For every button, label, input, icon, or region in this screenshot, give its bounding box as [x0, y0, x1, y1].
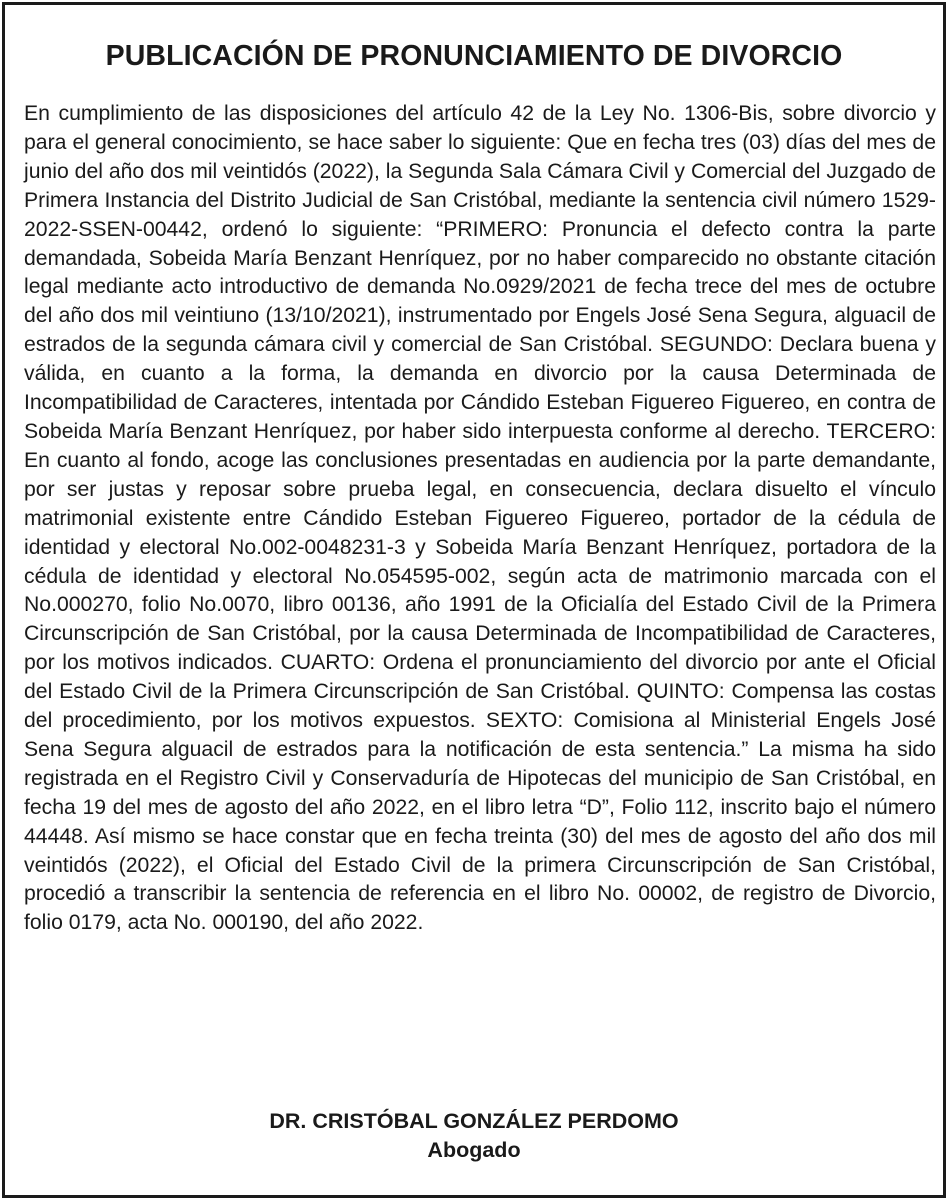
notice-title: PUBLICACIÓN DE PRONUNCIAMIENTO DE DIVORCIO	[105, 40, 843, 72]
signature-block	[5, 1107, 943, 1165]
signatory-role: Abogado	[427, 1138, 521, 1162]
legal-notice	[2, 2, 946, 1198]
signatory-name: DR. CRISTÓBAL GONZÁLEZ PERDOMO	[269, 1109, 679, 1133]
notice-body-text: En cumplimiento de las disposiciones del artículo 42 de la Ley No. 1306-Bis, sobre divorcio y para el general conocimiento, se hace saber lo siguiente: Que en fecha tres (03) días del mes de junio del año dos mil veintidós (2022), la Segunda Sala Cámara Civil y Comercial del Juzgado de Primera Instancia del Distrito Judicial de San Cristóbal, mediante la sentencia civil número 1529-2022-SSEN-00442, ordenó lo siguiente: “PRIMERO: Pronuncia el defecto contra la parte demandada, Sobeida María Benzant Henríquez, por no haber comparecido no obstante citación legal mediante acto introductivo de demanda No.0929/2021 de fecha trece del mes de octubre del año dos mil veintiuno (13/10/2021), instrumentado por Engels José Sena Segura, alguacil de estrados de la segunda cámara civil y comercial de San Cristóbal. SEGUNDO: Declara buena y válida, en cuanto a la forma, la demanda en divorcio por la causa Determinada de Incompatibilidad de Caracteres, intentada por Cándido Esteban Figuereo Figuereo, en contra de Sobeida María Benzant Henríquez, por haber sido interpuesta conforme al derecho. TERCERO: En cuanto al fondo, acoge las conclusiones presentadas en audiencia por la parte demandante, por ser justas y reposar sobre prueba legal, en consecuencia, declara disuelto el vínculo matrimonial existente entre Cándido Esteban Figuereo Figuereo, portador de la cédula de identidad y electoral No.002-0048231-3 y Sobeida María Benzant Henríquez, portadora de la cédula de identidad y electoral No.054595-002, según acta de matrimonio marcada con el No.000270, folio No.0070, libro 00136, año 1991 de la Oficialía del Estado Civil de la Primera Circunscripción de San Cristóbal, por la causa Determinada de Incompatibilidad de Caracteres, por los motivos indicados. CUARTO: Ordena el pronunciamiento del divorcio por ante el Oficial del Estado Civil de la Primera Circunscripción de San Cristóbal. QUINTO: Compensa las costas del procedimiento, por los motivos expuestos. SEXTO: Comisiona al Ministerial Engels José Sena Segura alguacil de estrados para la notificación de esta sentencia.” La misma ha sido registrada en el Registro Civil y Conservaduría de Hipotecas del municipio de San Cristóbal, en fecha 19 del mes de agosto del año 2022, en el libro letra “D”, Folio 112, inscrito bajo el número 44448. Así mismo se hace constar que en fecha treinta (30) del mes de agosto del año dos mil veintidós (2022), el Oficial del Estado Civil de la primera Circunscripción de San Cristóbal, procedió a transcribir la sentencia de referencia en el libro No. 00002, de registro de Divorcio, folio 0179, acta No. 000190, del año 2022.	[24, 102, 936, 935]
